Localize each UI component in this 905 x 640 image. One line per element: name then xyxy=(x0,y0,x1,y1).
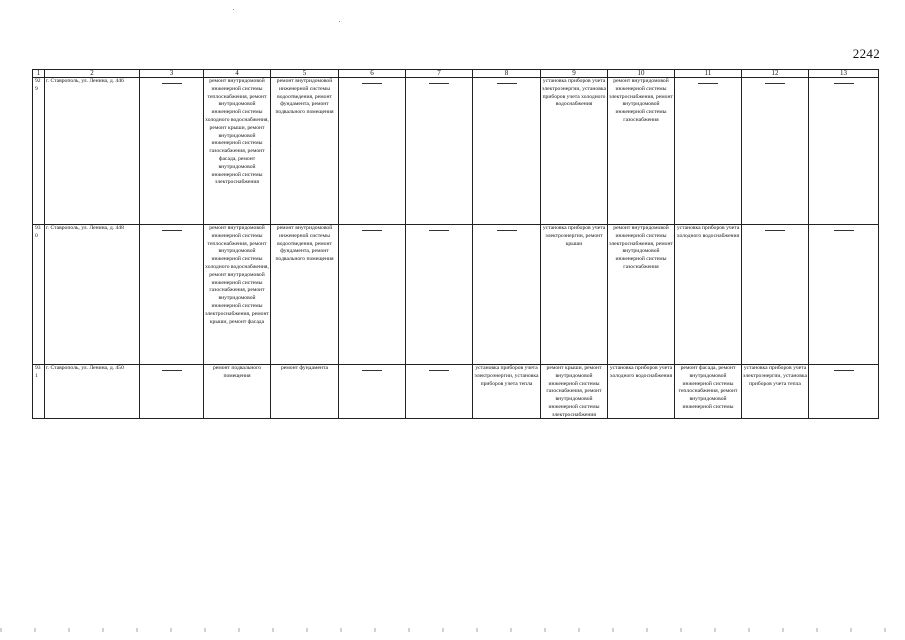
work-cell xyxy=(406,365,473,419)
dash-mark xyxy=(834,370,854,371)
address-cell xyxy=(45,365,140,419)
cell-text: ремонт внутридомовой инженерной системы электроснабжения, ремонт внутридомовой инженерной системы газоснабжения xyxy=(609,225,673,270)
dash-mark xyxy=(362,230,382,231)
scan-artifact xyxy=(0,628,905,632)
work-cell xyxy=(140,78,204,225)
work-cell xyxy=(204,225,271,365)
column-header: 3 xyxy=(140,70,204,78)
work-cell xyxy=(406,225,473,365)
work-cell xyxy=(541,365,608,419)
work-cell xyxy=(339,365,406,419)
dash-mark xyxy=(362,370,382,371)
work-cell xyxy=(406,78,473,225)
cell-text: 930 xyxy=(35,225,41,239)
work-cell xyxy=(809,225,879,365)
cell-text: установка приборов учета электроэнергии, установка приборов учета тепла xyxy=(743,365,807,387)
dash-mark xyxy=(162,370,182,371)
cell-text: г. Ставрополь, ул. Ленина, д. 450 xyxy=(46,365,124,371)
column-header: 12 xyxy=(742,70,809,78)
cell-text: ремонт фасада, ремонт внутридомовой инженерной системы теплоснабжения, ремонт внутридомовой инженерной системы xyxy=(678,365,738,410)
row-number xyxy=(33,365,45,419)
register-table xyxy=(32,69,879,419)
scan-speck xyxy=(339,21,340,22)
dash-mark xyxy=(765,230,785,231)
dash-mark xyxy=(765,83,785,84)
scan-speck xyxy=(233,9,234,10)
cell-text: ремонт внутридомовой инженерной системы теплоснабжения, ремонт внутридомовой инженерной системы холодного водоснабжения, ремонт крыши, ремонт внутридомовой инженерной системы газоснабжения, ремонт фасада, ремонт внутридомовой инженерной системы электроснабжения xyxy=(205,78,269,186)
cell-text: установка приборов учета электроэнергии, установка приборов учета холодного водоснабжения xyxy=(542,78,606,108)
column-header: 10 xyxy=(608,70,675,78)
column-header: 11 xyxy=(675,70,742,78)
work-cell xyxy=(742,78,809,225)
cell-text: ремонт внутридомовой инженерной системы водоотведения, ремонт фундамента, ремонт подвального помещения xyxy=(275,225,334,263)
column-header: 7 xyxy=(406,70,473,78)
column-header: 4 xyxy=(204,70,271,78)
work-cell xyxy=(675,78,742,225)
column-header: 8 xyxy=(473,70,541,78)
column-number-row xyxy=(33,70,879,78)
work-cell xyxy=(608,225,675,365)
cell-text: ремонт внутридомовой инженерной системы водоотведения, ремонт фундамента, ремонт подвального помещения xyxy=(275,78,334,116)
cell-text: ремонт крыши, ремонт внутридомовой инженерной системы газоснабжения, ремонт внутридомовой инженерной системы электроснабжения xyxy=(546,365,602,418)
work-cell xyxy=(271,365,339,419)
work-cell xyxy=(140,365,204,419)
dash-mark xyxy=(698,83,718,84)
cell-text: установка приборов учета электроэнергии, установка приборов учета тепла xyxy=(474,365,539,387)
work-cell xyxy=(140,225,204,365)
table-row xyxy=(33,225,879,365)
cell-text: ремонт фундамента xyxy=(280,365,329,371)
dash-mark xyxy=(429,370,449,371)
row-number xyxy=(33,78,45,225)
column-header: 1 xyxy=(33,70,45,78)
cell-text: 929 xyxy=(35,78,41,92)
work-cell xyxy=(473,78,541,225)
work-cell xyxy=(473,225,541,365)
address-cell xyxy=(45,78,140,225)
cell-text: ремонт подвального помещения xyxy=(212,365,262,379)
dash-mark xyxy=(162,83,182,84)
work-cell xyxy=(809,78,879,225)
cell-text: установка приборов учета холодного водоснабжения xyxy=(676,225,740,239)
dash-mark xyxy=(162,230,182,231)
cell-text: г. Ставрополь, ул. Ленина, д. 446 xyxy=(46,78,124,84)
column-header: 13 xyxy=(809,70,879,78)
dash-mark xyxy=(834,230,854,231)
column-header: 6 xyxy=(339,70,406,78)
address-cell xyxy=(45,225,140,365)
work-cell xyxy=(809,365,879,419)
work-cell xyxy=(608,78,675,225)
table-row xyxy=(33,78,879,225)
work-cell xyxy=(271,225,339,365)
cell-text: ремонт внутридомовой инженерной системы электроснабжения, ремонт внутридомовой инженерной системы газоснабжения xyxy=(609,78,673,123)
work-cell xyxy=(339,225,406,365)
cell-text: установка приборов учета холодного водоснабжения xyxy=(609,365,673,379)
work-cell xyxy=(271,78,339,225)
dash-mark xyxy=(362,83,382,84)
work-cell xyxy=(675,365,742,419)
dash-mark xyxy=(497,83,517,84)
column-header: 5 xyxy=(271,70,339,78)
dash-mark xyxy=(429,230,449,231)
work-cell xyxy=(339,78,406,225)
work-cell xyxy=(204,365,271,419)
work-cell xyxy=(675,225,742,365)
dash-mark xyxy=(834,83,854,84)
cell-text: ремонт внутридомовой инженерной системы теплоснабжения, ремонт внутридомовой инженерной системы холодного водоснабжения, ремонт внутридомовой инженерной системы газоснабжения, ремонт внутридомовой инженерной системы электроснабжения, ремонт крыши, ремонт фасада xyxy=(205,225,269,325)
row-number xyxy=(33,225,45,365)
dash-mark xyxy=(429,83,449,84)
work-cell xyxy=(541,78,608,225)
page-number: 2242 xyxy=(852,46,880,61)
work-cell xyxy=(541,225,608,365)
column-header: 2 xyxy=(45,70,140,78)
column-header: 9 xyxy=(541,70,608,78)
cell-text: 931 xyxy=(35,365,41,379)
cell-text: г. Ставрополь, ул. Ленина, д. 448 xyxy=(46,225,124,231)
work-cell xyxy=(473,365,541,419)
work-cell xyxy=(608,365,675,419)
work-cell xyxy=(742,225,809,365)
table-row xyxy=(33,365,879,419)
dash-mark xyxy=(497,230,517,231)
work-cell xyxy=(742,365,809,419)
cell-text: установка приборов учета электроэнергии, ремонт крыши xyxy=(542,225,606,247)
work-cell xyxy=(204,78,271,225)
